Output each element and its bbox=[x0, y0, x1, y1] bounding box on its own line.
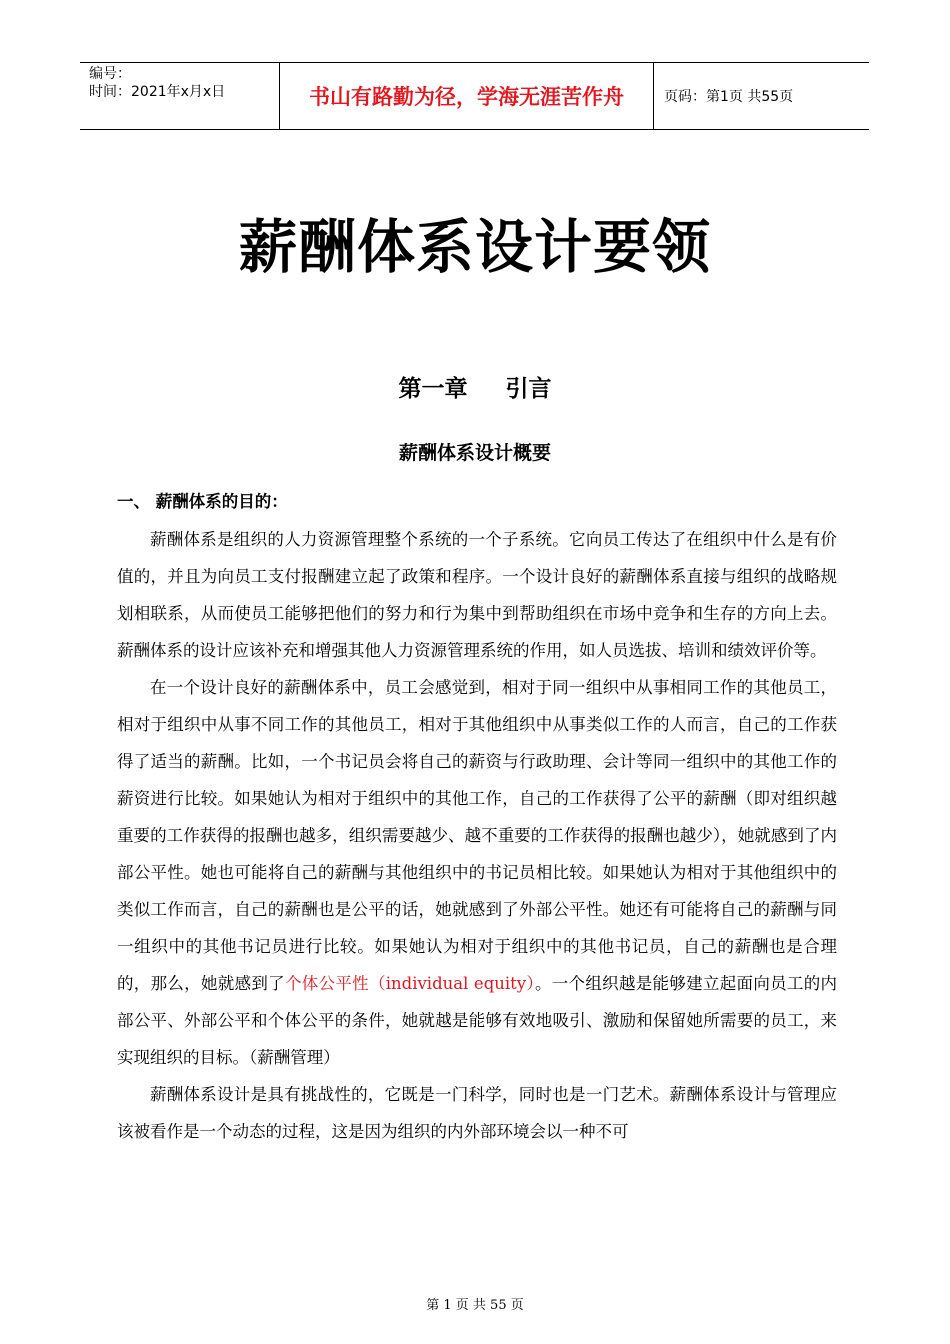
paragraph-2-part-1: 在一个设计良好的薪酬体系中，员工会感觉到，相对于同一组织中从事相同工作的其他员工，相对于组织中从事不同工作的其他员工，相对于其他组织中从事类似工作的人而言，自己的工作获得了适当的薪酬。比如，一个书记员会将自己的薪资与行政助理、会计等同一组织中的其他工作的薪资进行比较。如果她认为相对于组织中的其他工作，自己的工作获得了公平的薪酬（即对组织越重要的工作获得的报酬也越多，组织需要越少、越不重要的工作获得的报酬也越少），她就感到了内部公平性。她也可能将自己的薪酬与其他组织中的书记员相比较。如果她认为相对于其他组织中的类似工作而言，自己的薪酬也是公平的话，她就感到了外部公平性。她还有可能将自己的薪酬与同一组织中的其他书记员进行比较。如果她认为相对于组织中的其他书记员，自己的薪酬也是合理的，那么，她就感到了 bbox=[117, 678, 837, 993]
individual-equity-term: 个体公平性（individual equity） bbox=[284, 974, 535, 993]
chapter-heading: 第一章 引言 bbox=[398, 376, 552, 402]
section-heading: 一、 薪酬体系的目的： bbox=[117, 492, 288, 511]
paragraph-3: 薪酬体系设计是具有挑战性的，它既是一门科学，同时也是一门艺术。薪酬体系设计与管理应该被看作是一个动态的过程，这是因为组织的内外部环境会以一种不可 bbox=[117, 1085, 837, 1141]
page-header bbox=[80, 62, 869, 130]
header-motto: 书山有路勤为径，学海无涯苦作舟 bbox=[280, 63, 654, 129]
section-subtitle: 薪酬体系设计概要 bbox=[398, 442, 551, 464]
header-meta bbox=[80, 63, 280, 129]
number-label: 编号： bbox=[89, 66, 131, 82]
paragraph-2 bbox=[117, 669, 837, 1076]
paragraph-2-part-2: 。一个组织越是能够建立起面向员工的内部公平、外部公平和个体公平的条件，她就越是能够有效地吸引、激励和保留她所需要的员工，来实现组织的目标。（薪酬管理） bbox=[117, 974, 838, 1067]
header-page-info: 页码：第1页 共55页 bbox=[664, 89, 794, 105]
paragraph-1: 薪酬体系是组织的人力资源管理整个系统的一个子系统。它向员工传达了在组织中什么是有价值的，并且为向员工支付报酬建立起了政策和程序。一个设计良好的薪酬体系直接与组织的战略规划相联系，从而使员工能够把他们的努力和行为集中到帮助组织在市场中竞争和生存的方向上去。薪酬体系的设计应该补充和增强其他人力资源管理系统的作用，如人员选拔、培训和绩效评价等。 bbox=[117, 530, 837, 660]
document-body bbox=[117, 521, 837, 1150]
time-label: 时间：2021年x月x日 bbox=[89, 84, 226, 100]
document-title: 薪酬体系设计要领 bbox=[238, 213, 711, 281]
page-footer: 第 1 页 共 55 页 bbox=[426, 1298, 524, 1313]
